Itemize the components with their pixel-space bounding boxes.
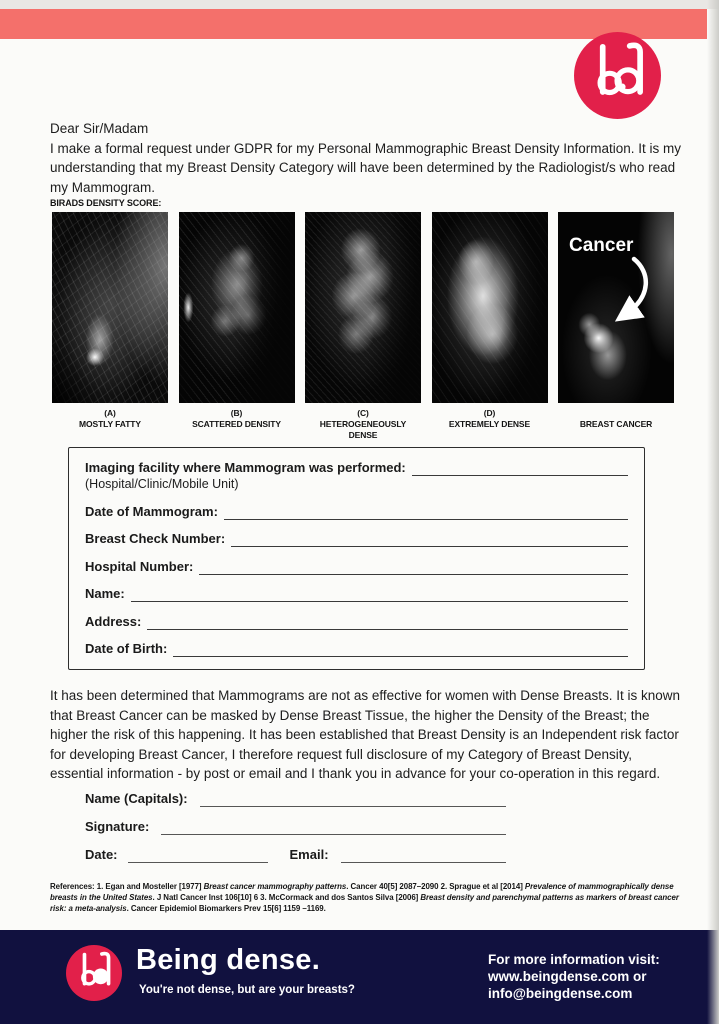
form-field-line: [147, 616, 628, 630]
form-field: [85, 613, 628, 630]
caption-label: SCATTERED DENSITY: [192, 419, 281, 429]
scan-edge-top: [0, 0, 719, 9]
mammogram-image-b: [179, 212, 295, 403]
density-caption-c: [305, 408, 421, 441]
form-field: [85, 459, 628, 492]
mammogram-image-d: [432, 212, 548, 403]
form-field-sublabel: (Hospital/Clinic/Mobile Unit): [85, 477, 239, 491]
date-email-row: [85, 845, 506, 863]
form-field-line: [412, 462, 628, 476]
date-line: [128, 850, 268, 863]
footer-bd-logo-icon: [66, 945, 122, 1001]
form-field-label: Breast Check Number:: [85, 531, 226, 546]
request-paragraph: It has been determined that Mammograms are not as effective for women with Dense Breasts. It is known that Breast Cancer can be masked by Dense Breast Tissue, the higher the Density of the Breast; the higher the risk of this happening. It has been established that Breast Density is an Independent risk factor for developing Breast Cancer, I therefore request full disclosure of my Category of Breast Density, essential information - by post or email and I thank you in advance for your co-operation in this regard.: [50, 688, 681, 781]
request-form-box: [68, 447, 645, 670]
signature-section: [85, 789, 506, 873]
name-capitals-row: [85, 789, 506, 807]
email-label: Email:: [289, 847, 329, 862]
svg-text:Cancer: Cancer: [569, 235, 634, 256]
cancer-annotation: [558, 212, 674, 403]
signature-line: [161, 822, 506, 835]
density-image-d: [432, 212, 548, 441]
date-label: Date:: [85, 847, 118, 862]
density-caption-e: [558, 408, 674, 430]
form-field-label: Imaging facility where Mammogram was performed:: [85, 460, 406, 475]
letter-opening: [50, 119, 684, 197]
form-field-label: Date of Mammogram:: [85, 503, 218, 519]
density-image-b: [179, 212, 295, 441]
footer-info-line1: For more information visit:: [488, 952, 660, 967]
form-field-line: [224, 506, 628, 520]
density-caption-d: [432, 408, 548, 430]
name-capitals-line: [200, 794, 506, 807]
form-field-label: Address:: [85, 613, 142, 629]
footer-tagline: You're not dense, but are your breasts?: [139, 984, 355, 996]
caption-letter: [558, 408, 674, 419]
form-field-line: [231, 533, 628, 547]
form-field-label: Name:: [85, 586, 125, 601]
references-text: References: 1. Egan and Mosteller [1977] Breast cancer mammography patterns. Cancer 40[5] 2087–2090 2. Sprague et al [2014] Prevalence of mammographically dense breasts in the United States. J Natl Cancer Inst 106[10] 6 3. McCormack and dos Santos Silva [2006] Breast density and parenchymal patterns as markers of breast cancer risk: a meta-analysis. Cancer Epidemiol Biomarkers Prev 15[6] 1159 –1169.: [50, 882, 679, 913]
salutation: Dear Sir/Madam: [50, 121, 149, 136]
caption-label: EXTREMELY DENSE: [448, 419, 531, 429]
caption-letter: (C): [357, 408, 369, 418]
signature-label: Signature:: [85, 819, 150, 834]
bd-logo-icon: [574, 32, 661, 119]
form-field: [85, 503, 628, 520]
caption-label: BREAST CANCER: [579, 419, 653, 429]
density-caption-b: [179, 408, 295, 430]
caption-label: MOSTLY FATTY: [79, 419, 141, 429]
density-caption-a: [52, 408, 168, 430]
footer: [0, 930, 719, 1024]
footer-info-line3: info@beingdense.com: [488, 986, 633, 1001]
scan-edge-right: [707, 0, 719, 1024]
form-field-label: Date of Birth:: [85, 641, 168, 656]
form-field: [85, 585, 628, 602]
mammogram-image-a: [52, 212, 168, 403]
form-field: [85, 640, 628, 657]
form-field-line: [173, 643, 628, 657]
caption-letter: (D): [483, 408, 496, 418]
density-image-c: [305, 212, 421, 441]
form-field-line: [131, 588, 628, 602]
footer-brand-name: Being dense.: [136, 944, 321, 976]
caption-letter: (B): [230, 408, 243, 418]
form-field-label: Hospital Number:: [85, 558, 194, 574]
name-capitals-label: Name (Capitals):: [85, 791, 188, 806]
email-line: [341, 850, 506, 863]
intro-paragraph: I make a formal request under GDPR for my Personal Mammographic Breast Density Information. It is my understanding that my Breast Density Category will have been determined by the Radiologist/s who read my Mammogram.: [50, 140, 681, 195]
caption-letter: (A): [104, 408, 116, 418]
mammogram-image-c: [305, 212, 421, 403]
form-field-line: [199, 561, 628, 575]
birads-heading: BIRADS DENSITY SCORE:: [50, 198, 162, 208]
footer-info-line2: www.beingdense.com or: [488, 969, 647, 984]
footer-contact-info: [488, 951, 660, 1002]
density-image-e: [558, 212, 674, 441]
density-images-row: [52, 212, 674, 441]
form-field: [85, 558, 628, 575]
form-field: [85, 530, 628, 547]
signature-row: [85, 817, 506, 835]
mammogram-image-e: [558, 212, 674, 403]
caption-label: HETEROGENEOUSLY DENSE: [319, 419, 407, 440]
density-image-a: [52, 212, 168, 441]
